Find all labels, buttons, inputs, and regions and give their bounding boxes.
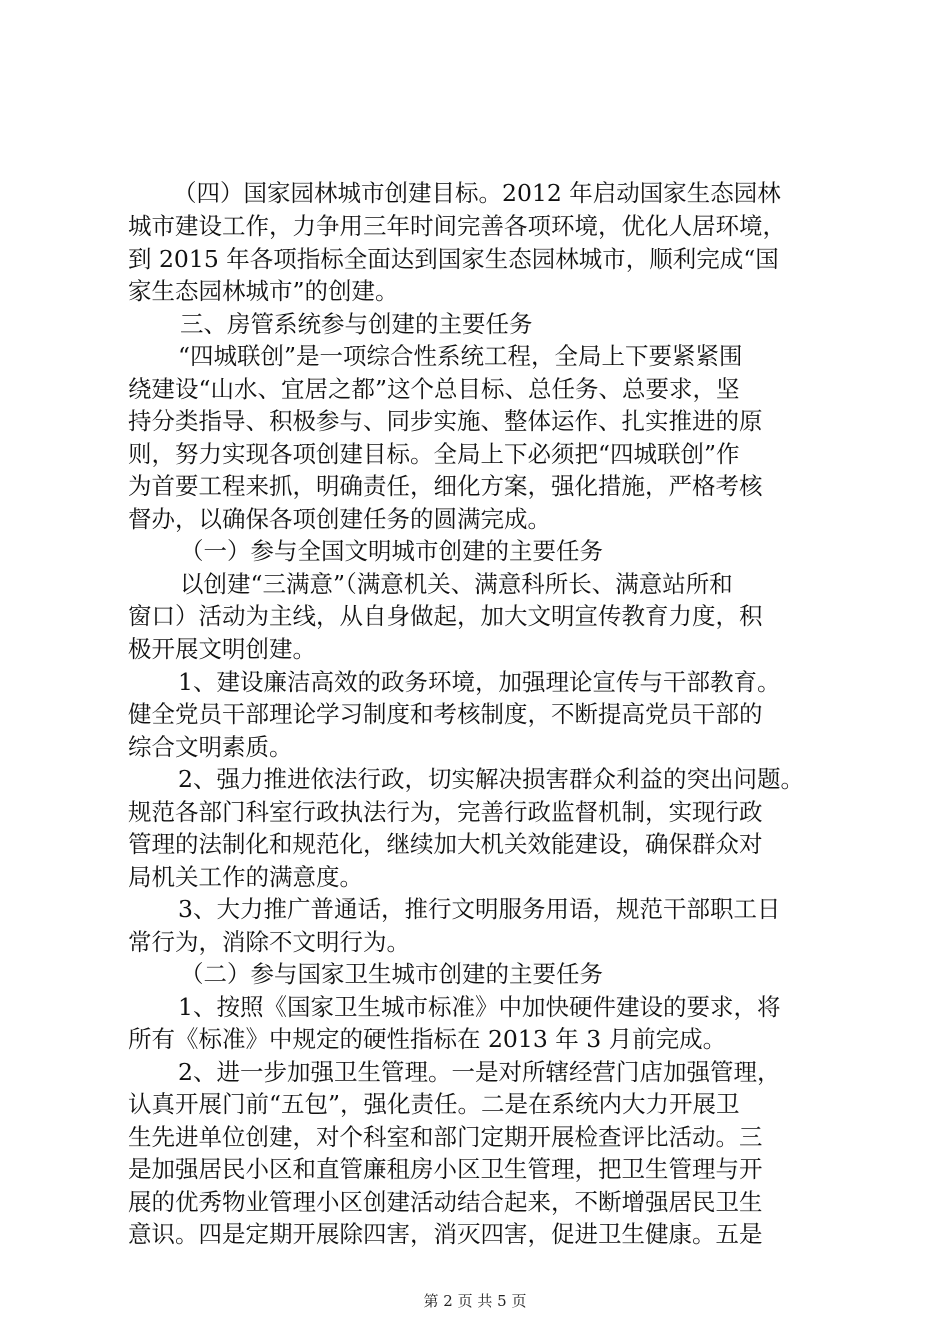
text-line: 极开展文明创建。 bbox=[128, 635, 316, 663]
text-line: 城市建设工作，力争用三年时间完善各项环境，优化人居环境， bbox=[128, 212, 786, 240]
text-line: 常行为，消除不文明行为。 bbox=[128, 928, 410, 956]
text-line: 1、按照《国家卫生城市标准》中加快硬件建设的要求，将 bbox=[178, 993, 781, 1021]
text-line: 管理的法制化和规范化，继续加大机关效能建设，确保群众对 bbox=[128, 830, 763, 858]
text-line: 3、大力推广普通话，推行文明服务用语，规范干部职工日 bbox=[178, 895, 781, 923]
text-line: 规范各部门科室行政执法行为，完善行政监督机制，实现行政 bbox=[128, 798, 763, 826]
text-line: 家生态园林城市”的创建。 bbox=[128, 277, 399, 305]
text-line: 窗口）活动为主线，从自身做起，加大文明宣传教育力度，积 bbox=[128, 602, 763, 630]
text-line: 持分类指导、积极参与、同步实施、整体运作、扎实推进的原 bbox=[128, 407, 763, 435]
text-line: 2、强力推进依法行政，切实解决损害群众利益的突出问题。 bbox=[178, 765, 804, 793]
text-line: 绕建设“山水、宜居之都”这个总目标、总任务、总要求，坚 bbox=[128, 375, 740, 403]
text-line: 局机关工作的满意度。 bbox=[128, 863, 363, 891]
text-line: 意识。四是定期开展除四害，消灭四害，促进卫生健康。五是 bbox=[128, 1220, 763, 1248]
text-line: 督办，以确保各项创建任务的圆满完成。 bbox=[128, 505, 551, 533]
text-line: 展的优秀物业管理小区创建活动结合起来，不断增强居民卫生 bbox=[128, 1188, 763, 1216]
text-line: 综合文明素质。 bbox=[128, 733, 293, 761]
text-line: 1、建设廉洁高效的政务环境，加强理论宣传与干部教育。 bbox=[178, 668, 781, 696]
text-line: 到 2015 年各项指标全面达到国家生态园林城市，顺利完成“国 bbox=[128, 245, 779, 273]
section-heading: 三、房管系统参与创建的主要任务 bbox=[180, 310, 533, 338]
text-line: 健全党员干部理论学习制度和考核制度，不断提高党员干部的 bbox=[128, 700, 763, 728]
text-line: 认真开展门前“五包”，强化责任。二是在系统内大力开展卫 bbox=[128, 1090, 740, 1118]
text-line: “四城联创”是一项综合性系统工程，全局上下要紧紧围 bbox=[178, 342, 743, 370]
text-line: 则，努力实现各项创建目标。全局上下必须把“四城联创”作 bbox=[128, 440, 740, 468]
text-line: 生先进单位创建，对个科室和部门定期开展检查评比活动。三 bbox=[128, 1123, 763, 1151]
text-line: 为首要工程来抓，明确责任，细化方案，强化措施，严格考核 bbox=[128, 472, 763, 500]
text-line: 2、进一步加强卫生管理。一是对所辖经营门店加强管理， bbox=[178, 1058, 781, 1086]
text-line: 是加强居民小区和直管廉租房小区卫生管理，把卫生管理与开 bbox=[128, 1155, 763, 1183]
page-number-footer: 第 2 页 共 5 页 bbox=[423, 1292, 527, 1310]
text-line: （四）国家园林城市创建目标。2012 年启动国家生态园林 bbox=[173, 179, 781, 207]
text-line: 以创建“三满意”（满意机关、满意科所长、满意站所和 bbox=[180, 570, 733, 598]
section-heading: （一）参与全国文明城市创建的主要任务 bbox=[180, 537, 603, 565]
section-heading: （二）参与国家卫生城市创建的主要任务 bbox=[180, 960, 603, 988]
text-line: 所有《标准》中规定的硬性指标在 2013 年 3 月前完成。 bbox=[128, 1025, 727, 1053]
